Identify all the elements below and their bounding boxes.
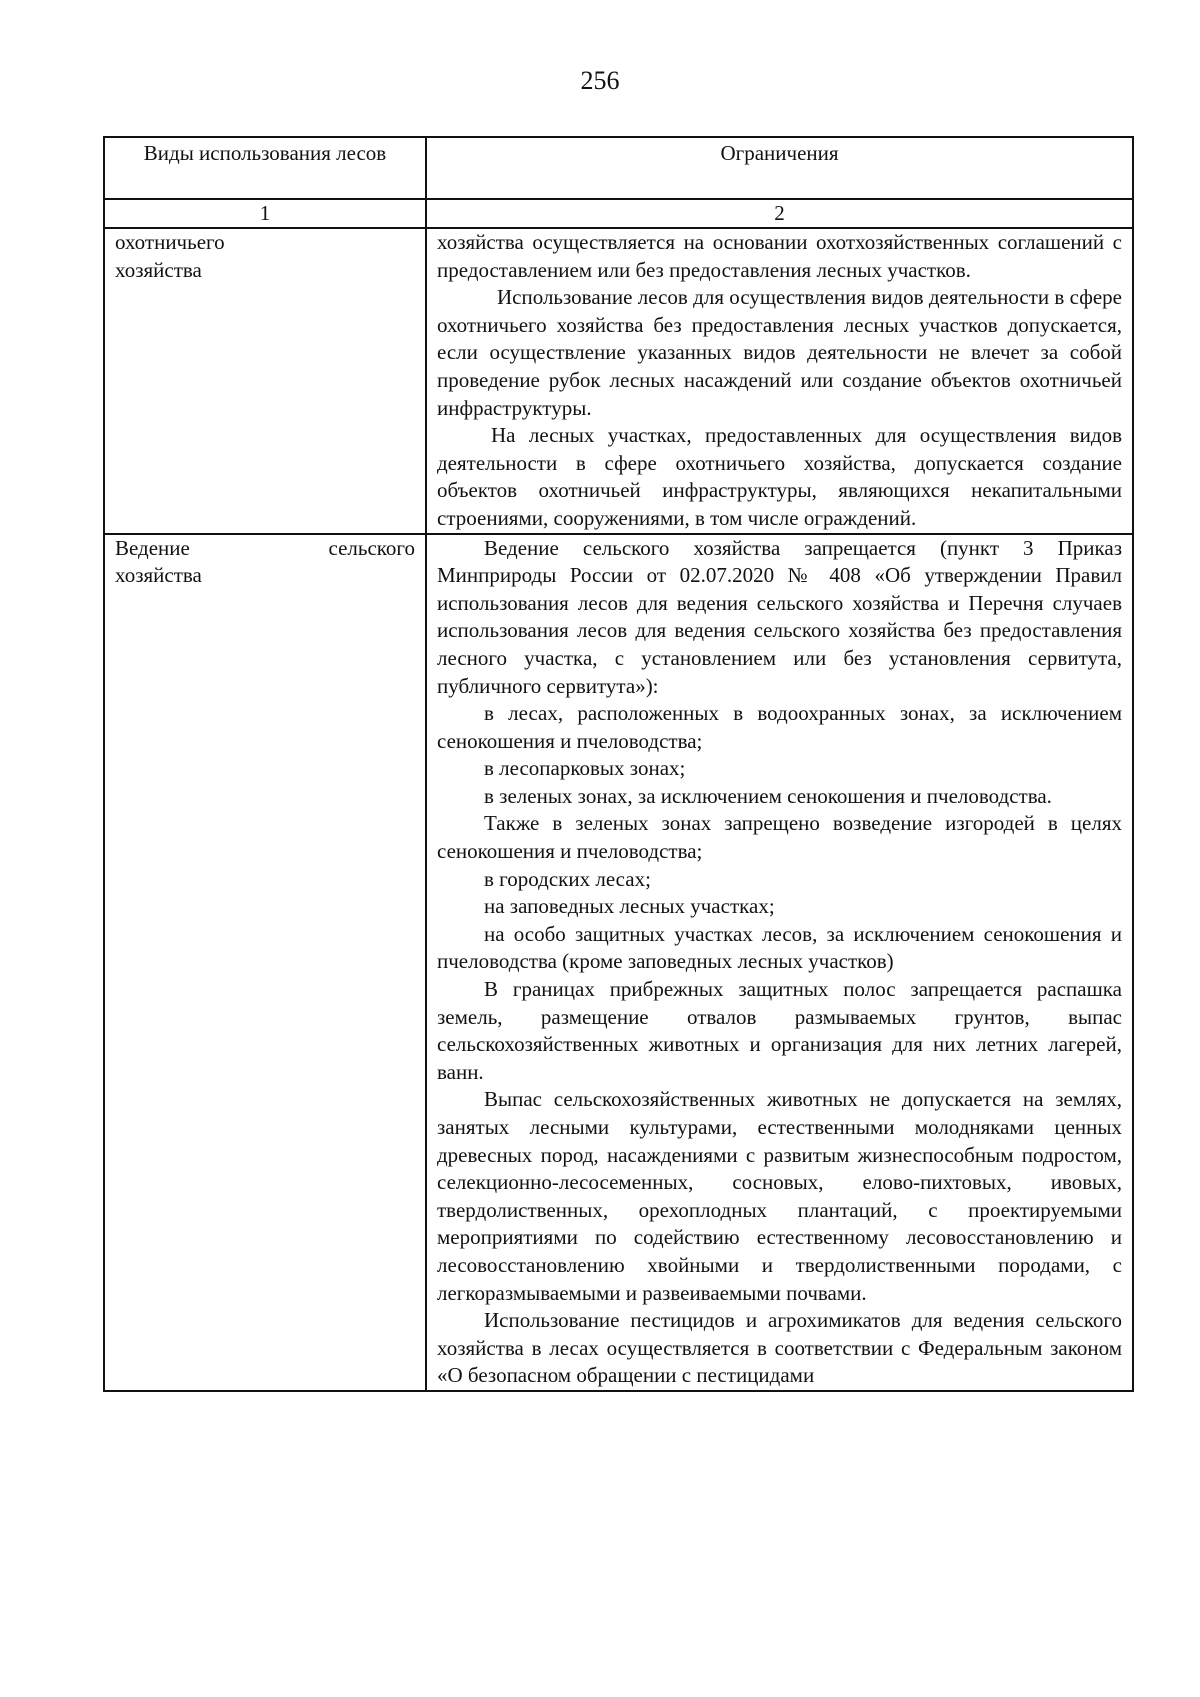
- header-restrictions: Ограничения: [426, 137, 1133, 199]
- restrictions-cell: [426, 534, 1133, 1391]
- table-row: [104, 228, 1133, 534]
- restriction-paragraph: хозяйства осуществляется на основании охотхозяйственных соглашений с предоставлением или без предоставления лесных участков.: [437, 230, 1122, 282]
- restriction-paragraph: В границах прибрежных защитных полос запрещается распашка земель, размещение отвалов размываемых грунтов, выпас сельскохозяйственных животных и организация для них летних лагерей, ванн.: [437, 977, 1122, 1084]
- table-row: [104, 534, 1133, 1391]
- forest-use-type-line: охотничьего: [115, 230, 225, 254]
- forest-use-type-line: хозяйства: [115, 257, 202, 282]
- table-number-row: [104, 199, 1133, 228]
- restriction-paragraph: на особо защитных участках лесов, за исключением сенокошения и пчеловодства (кроме заповедных лесных участков): [437, 921, 1122, 974]
- restriction-paragraph: в зеленых зонах, за исключением сенокошения и пчеловодства.: [484, 783, 1052, 808]
- restrictions-table: [103, 136, 1134, 1392]
- header-forest-use-types: Виды использования лесов: [104, 137, 426, 199]
- forest-use-type-line: хозяйства: [115, 563, 202, 588]
- restriction-paragraph: в городских лесах;: [484, 866, 651, 891]
- page-number: 256: [580, 66, 620, 95]
- restriction-paragraph: в лесопарковых зонах;: [484, 756, 686, 781]
- column-number-1: 1: [104, 199, 426, 228]
- restriction-paragraph: Ведение сельского хозяйства запрещается (пункт 3 Приказ Минприроды России от 02.07.2020 № 408 «Об утверждении Правил использования лесов для ведения сельского хозяйства и Перечня случаев использования лесов для ведения сельского хозяйства без предоставления лесного участка, с установлением или без установления сервитута, публичного сервитута»):: [437, 535, 1122, 698]
- restriction-paragraph: Использование лесов для осуществления видов деятельности в сфере охотничьего хозяйства без предоставления лесных участков допускается, если осуществление указанных видов деятельности не влечет за собой проведение рубок лесных насаждений или создание объектов охотничьей инфраструктуры.: [437, 285, 1122, 420]
- restriction-paragraph: На лесных участках, предоставленных для осуществления видов деятельности в сфере охотничьего хозяйства, допускается создание объектов охотничьей инфраструктуры, являющихся некапитальными строениями, сооружениями, в том числе ограждений.: [437, 423, 1122, 530]
- column-number-2: 2: [426, 199, 1133, 228]
- forest-use-type-line: Ведение сельского: [115, 535, 415, 560]
- restrictions-cell: [426, 228, 1133, 534]
- table-header-row: [104, 137, 1133, 199]
- restriction-paragraph: Также в зеленых зонах запрещено возведение изгородей в целях сенокошения и пчеловодства;: [437, 811, 1122, 864]
- forest-use-type-cell: [104, 534, 426, 1391]
- restriction-paragraph: Выпас сельскохозяйственных животных не допускается на землях, занятых лесными культурами, естественными молодняками ценных древесных пород, насаждениями с развитым жизнеспособным подростом, селекционно-лесосеменных, сосновых, елово-пихтовых, ивовых, твердолиственных, орехоплодных плантаций, с проектируемыми мероприятиями по содействию естественному лесовосстановлению и лесовосстановлению хвойными и твердолиственными породами, с легкоразмываемыми и развеиваемыми почвами.: [437, 1087, 1122, 1305]
- restriction-paragraph: на заповедных лесных участках;: [484, 894, 775, 919]
- restriction-paragraph: Использование пестицидов и агрохимикатов для ведения сельского хозяйства в лесах осуществляется в соответствии с Федеральным законом «О безопасном обращении с пестицидами: [437, 1308, 1122, 1388]
- restriction-paragraph: в лесах, расположенных в водоохранных зонах, за исключением сенокошения и пчеловодства;: [437, 701, 1122, 753]
- forest-use-type-cell: [104, 228, 426, 534]
